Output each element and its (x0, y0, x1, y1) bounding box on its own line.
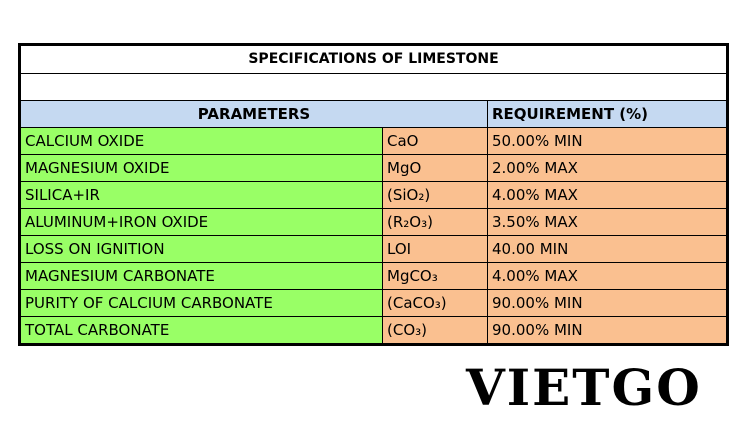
table-row (20, 128, 728, 155)
formula-cell: LOI (383, 236, 488, 263)
table-row (20, 290, 728, 317)
requirement-cell: 50.00% MIN (488, 128, 728, 155)
parameters-header: PARAMETERS (20, 101, 488, 128)
parameter-cell: ALUMINUM+IRON OXIDE (20, 209, 383, 236)
table-row (20, 209, 728, 236)
requirement-cell: 3.50% MAX (488, 209, 728, 236)
requirement-cell: 90.00% MIN (488, 290, 728, 317)
requirement-cell: 4.00% MAX (488, 182, 728, 209)
table-row (20, 155, 728, 182)
parameter-cell: LOSS ON IGNITION (20, 236, 383, 263)
vietgo-logo: VIETGO (466, 358, 702, 417)
formula-cell: CaO (383, 128, 488, 155)
table-row (20, 182, 728, 209)
parameter-cell: MAGNESIUM CARBONATE (20, 263, 383, 290)
formula-cell: MgCO₃ (383, 263, 488, 290)
table-row (20, 236, 728, 263)
parameter-cell: TOTAL CARBONATE (20, 317, 383, 345)
parameter-cell: SILICA+IR (20, 182, 383, 209)
formula-cell: (R₂O₃) (383, 209, 488, 236)
spec-table (18, 43, 729, 346)
title-row (20, 45, 728, 74)
formula-cell: MgO (383, 155, 488, 182)
blank-row (20, 74, 728, 101)
formula-cell: (CaCO₃) (383, 290, 488, 317)
parameter-cell: MAGNESIUM OXIDE (20, 155, 383, 182)
blank-cell (20, 74, 728, 101)
parameter-cell: CALCIUM OXIDE (20, 128, 383, 155)
table-row (20, 263, 728, 290)
formula-cell: (SiO₂) (383, 182, 488, 209)
header-row (20, 101, 728, 128)
parameter-cell: PURITY OF CALCIUM CARBONATE (20, 290, 383, 317)
table-row (20, 317, 728, 345)
requirement-cell: 40.00 MIN (488, 236, 728, 263)
table-title: SPECIFICATIONS OF LIMESTONE (20, 45, 728, 74)
requirement-header: REQUIREMENT (%) (488, 101, 728, 128)
requirement-cell: 90.00% MIN (488, 317, 728, 345)
requirement-cell: 2.00% MAX (488, 155, 728, 182)
formula-cell: (CO₃) (383, 317, 488, 345)
requirement-cell: 4.00% MAX (488, 263, 728, 290)
